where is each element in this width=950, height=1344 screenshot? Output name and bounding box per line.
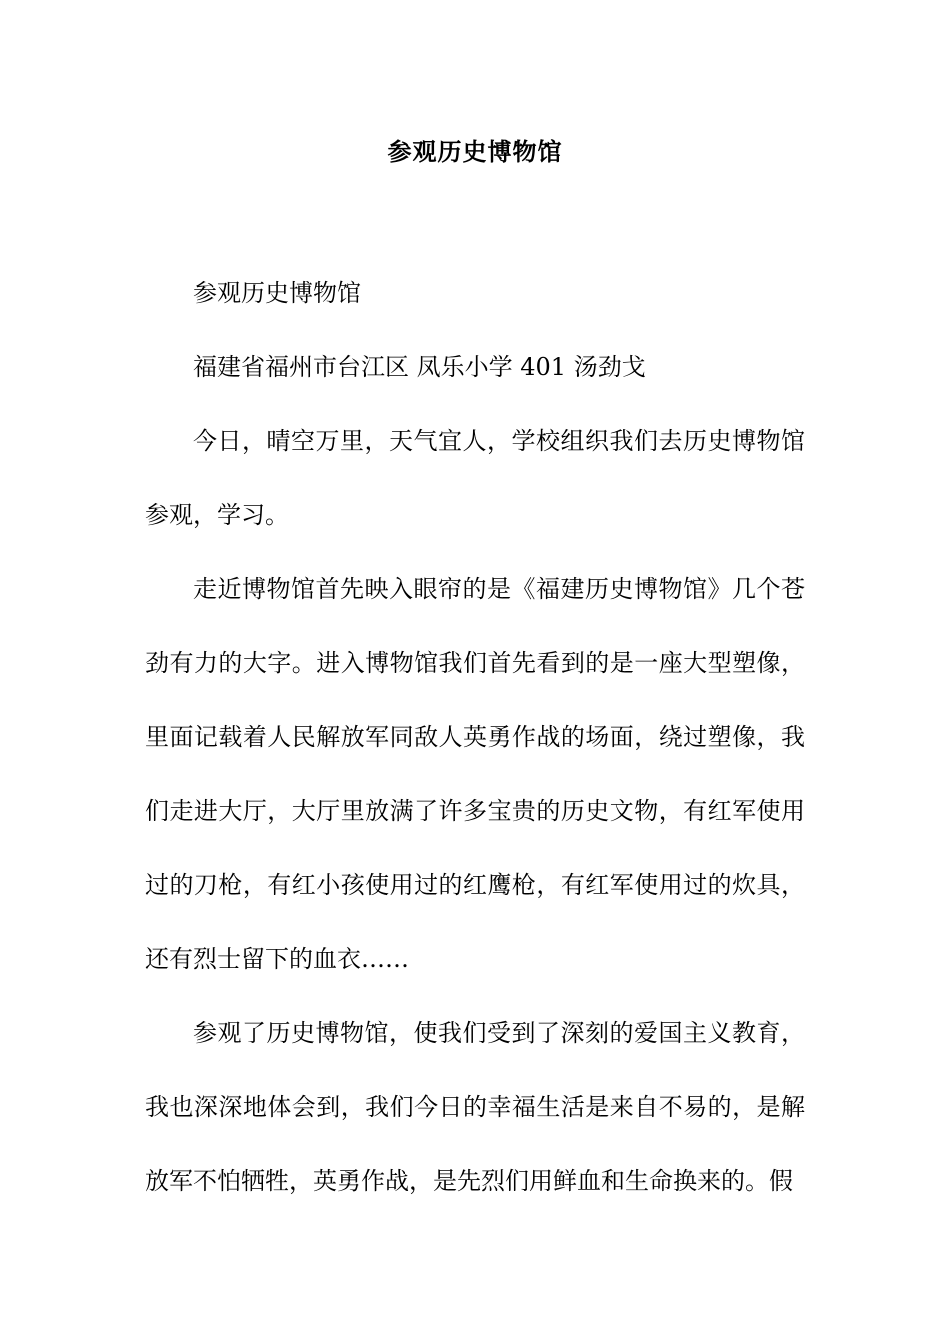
paragraph-subtitle: 参观历史博物馆 xyxy=(193,279,361,307)
document-title: 参观历史博物馆 xyxy=(387,137,563,166)
paragraph-author: 福建省福州市台江区 凤乐小学 401 汤劲戈 xyxy=(193,353,646,381)
document-body xyxy=(145,256,805,1218)
paragraph-intro: 今日，晴空万里，天气宜人，学校组织我们去历史博物馆参观，学习。 xyxy=(145,427,805,529)
paragraph-museum-visit: 走近博物馆首先映入眼帘的是《福建历史博物馆》几个苍劲有力的大字。进入博物馆我们首先看到的是一座大型塑像，里面记载着人民解放军同敌人英勇作战的场面，绕过塑像，我们走进大厅，大厅里放满了许多宝贵的历史文物，有红军使用过的刀枪，有红小孩使用过的红鹰枪，有红军使用过的炊具，还有烈士留下的血衣…… xyxy=(145,575,805,973)
paragraph-reflection: 参观了历史博物馆，使我们受到了深刻的爱国主义教育，我也深深地体会到，我们今日的幸福生活是来自不易的，是解放军不怕牺牲，英勇作战，是先烈们用鲜血和生命换来的。假 xyxy=(145,1019,805,1195)
